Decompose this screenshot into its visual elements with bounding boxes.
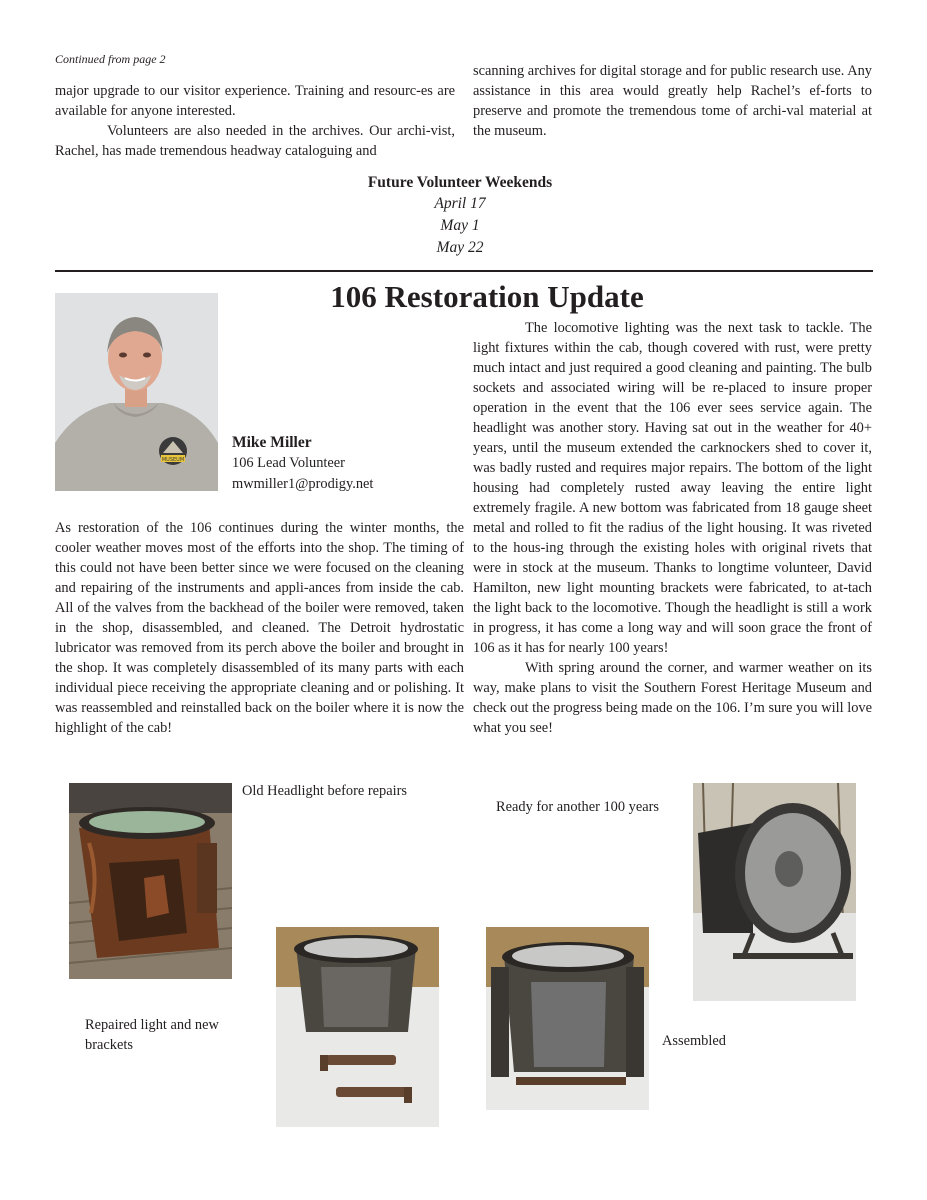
weekend-date: April 17 <box>434 195 486 212</box>
paragraph: With spring around the corner, and warmer weather on its way, make plans to visit the Southern Forest Heritage Museum and check out the progress being made on the 106. I’m sure you will love what you see! <box>473 660 872 736</box>
article-headline: 106 Restoration Update <box>330 279 644 314</box>
caption-assembled: Assembled <box>662 1033 726 1049</box>
section-divider <box>55 270 873 272</box>
author-photo <box>55 293 218 491</box>
article-left-column <box>55 518 464 738</box>
top-right-column <box>473 61 872 141</box>
museum-logo-text: MUSEUM <box>161 457 185 463</box>
paragraph: The locomotive lighting was the next task to tackle. The light fixtures within the cab, though covered with rust, were pretty much intact and just required a good cleaning and painting. The bulb sockets and associated wiring will be re-placed to insure proper operation in the event that the 106 ever sees service again. The headlight was another story. Having sat out in the weather for 40+ years, until the museum extended the carknockers shed to cover it, was badly rusted and requires major repairs. The bottom of the light housing had completely rusted away leaving the entire light extremely fragile. A new bottom was fabricated from 18 gauge sheet metal and rolled to fit the radius of the light housing. It was riveted to the hous-ing through the existing holes with original rivets that were in stock at the museum. Thanks to longtime volunteer, David Hamilton, new light mounting brackets were fabricated, to at-tach the light back to the locomotive. Though the headlight is still a work in progress, it has come a long way and will soon grace the front of 106 as it has for nearly 100 years! <box>473 320 872 656</box>
paragraph: major upgrade to our visitor experience. Training and resourc-es are available for anyone interested. <box>55 83 455 119</box>
caption-old-headlight: Old Headlight before repairs <box>242 783 408 799</box>
volunteer-weekends <box>0 173 920 259</box>
article-right-column <box>473 318 872 738</box>
paragraph: As restoration of the 106 continues during the winter months, the cooler weather moves most of the efforts into the shop. The timing of this could not have been better since we were focused on the cleaning and repairing of the instruments and appli-ances from inside the cab. All of the valves from the backhead of the boiler were removed, taken in the shop, disassembled, and cleaned. The Detroit hydrostatic lubricator was removed from its perch above the boiler and brought in the shop. It was completely disassembled of its many parts with each individual piece receiving the appropriate cleaning and or polishing. It was reassembled and reinstalled back on the boiler where it is now the highlight of the cab! <box>55 520 464 736</box>
weekend-date: May 1 <box>440 217 480 234</box>
author-name: Mike Miller <box>232 434 312 451</box>
assembled-photo <box>486 927 649 1110</box>
weekends-title: Future Volunteer Weekends <box>367 174 553 191</box>
author-role: 106 Lead Volunteer <box>232 455 345 471</box>
repaired-light-photo <box>276 927 439 1127</box>
old-headlight-photo <box>69 783 232 979</box>
weekend-date: May 22 <box>436 239 484 256</box>
top-left-column <box>55 81 455 161</box>
paragraph: Volunteers are also needed in the archives. Our archi-vist, Rachel, has made tremendous headway cataloguing and <box>55 123 455 159</box>
author-byline <box>232 432 373 495</box>
paragraph: scanning archives for digital storage and for public research use. Any assistance in this area would greatly help Rachel’s ef-forts to preserve and promote the tremendous tome of archi-val material at the museum. <box>473 63 872 139</box>
caption-ready: Ready for another 100 years <box>496 799 660 815</box>
ready-headlight-photo <box>693 783 856 1001</box>
continued-from-note: Continued from page 2 <box>55 52 166 66</box>
caption-repaired: Repaired light and new brackets <box>85 1017 219 1053</box>
author-email[interactable]: mwmiller1@prodigy.net <box>232 476 374 492</box>
